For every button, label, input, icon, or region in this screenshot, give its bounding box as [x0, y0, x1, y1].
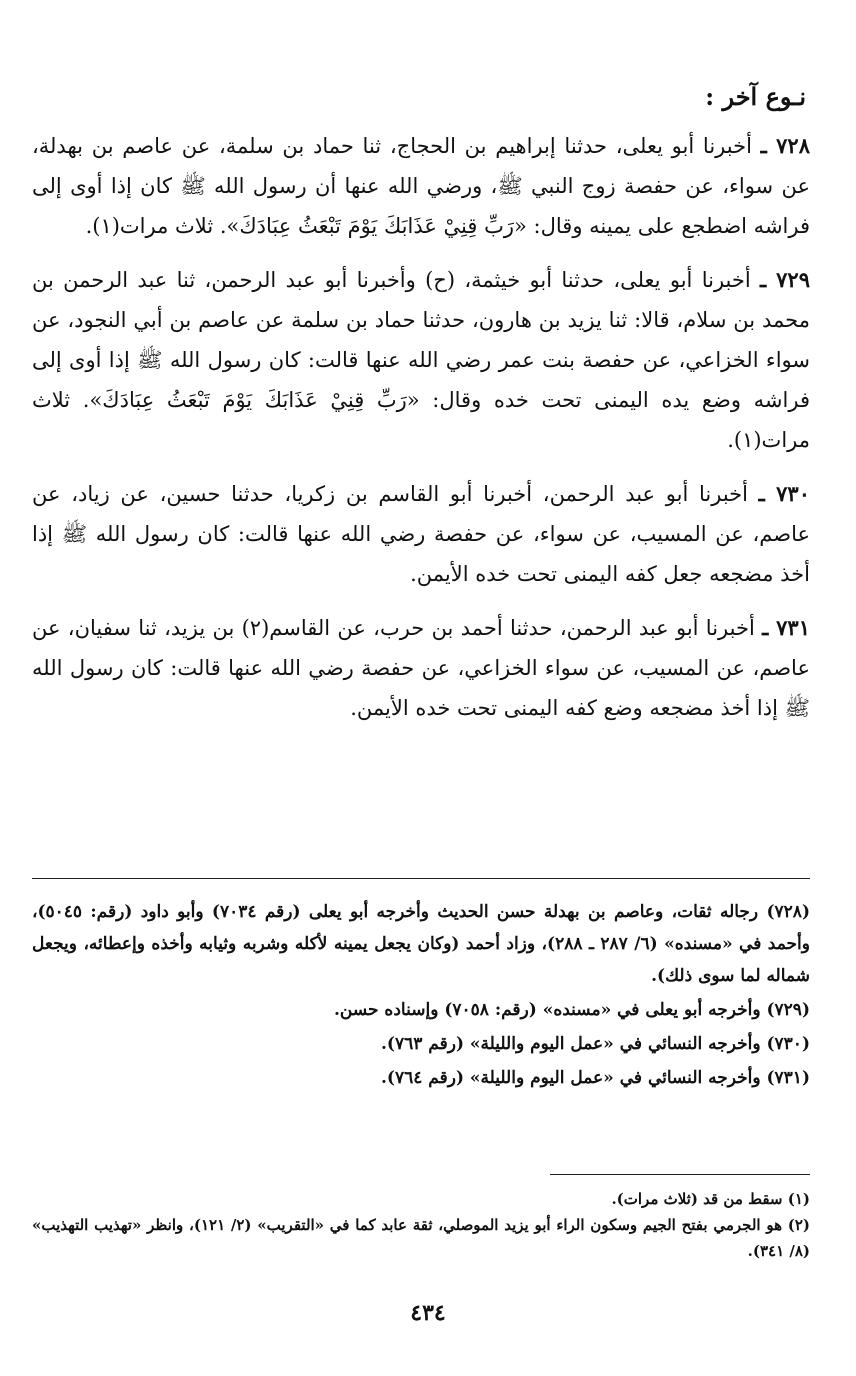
hadith-number: ٧٢٩ ـ: [760, 267, 810, 292]
hadith-number: ٧٣٠ ـ: [758, 481, 810, 506]
takhrij-notes: [32, 896, 810, 1096]
main-text: [32, 80, 810, 742]
hadith-728: [32, 126, 810, 246]
hadith-731: [32, 608, 810, 728]
hadith-text: أخبرنا أبو يعلى، حدثنا إبراهيم بن الحجاج، ثنا حماد بن سلمة، عن عاصم بن بهدلة، عن سواء، عن حفصة زوج النبي ﷺ، ورضي الله عنها أن رسول الله ﷺ كان إذا أوى إلى فراشه اضطجع على يمينه وقال: «رَبِّ قِنِيْ عَذَابَكَ يَوْمَ تَبْعَثُ عِبَادَكَ». ثلاث مرات(١).: [32, 134, 810, 238]
hadith-text: أخبرنا أبو يعلى، حدثنا أبو خيثمة، (ح) وأخبرنا أبو عبد الرحمن، ثنا عبد الرحمن بن محمد بن سلام، قالا: ثنا يزيد بن هارون، حدثنا حماد بن سلمة عن عاصم بن أبي النجود، عن سواء الخزاعي، عن حفصة بنت عمر رضي الله عنها قالت: كان رسول الله ﷺ إذا أوى إلى فراشه وضع يده اليمنى تحت خده وقال: «رَبِّ قِنِيْ عَذَابَكَ يَوْمَ تَبْعَثُ عِبَادَكَ». ثلاث مرات(١).: [32, 268, 810, 452]
note-731: (٧٣١) وأخرجه النسائي في «عمل اليوم والليلة» (رقم ٧٦٤).: [381, 1068, 810, 1088]
note-728: (٧٢٨) رجاله ثقات، وعاصم بن بهدلة حسن الحديث وأخرجه أبو يعلى (رقم ٧٠٣٤) وأبو داود (رقم: ٥٠٤٥)، وأحمد في «مسنده» (٦/ ٢٨٧ ـ ٢٨٨)، وزاد أحمد (وكان يجعل يمينه لأكله وشربه وثيابه وأخذه وإعطائه، ويجعل شماله لما سوى ذلك).: [32, 902, 810, 986]
hadith-text: أخبرنا أبو عبد الرحمن، أخبرنا أبو القاسم بن زكريا، حدثنا حسين، عن زياد، عن عاصم، عن المسيب، عن سواء، عن حفصة رضي الله عنها قالت: كان رسول الله ﷺ إذا أخذ مضجعه جعل كفه اليمنى تحت خده الأيمن.: [32, 482, 810, 586]
hadith-729: [32, 260, 810, 460]
footnotes: [32, 1186, 810, 1264]
footnote-2: (٢) هو الجرمي بفتح الجيم وسكون الراء أبو يزيد الموصلي، ثقة عابد كما في «التقريب» (٢/ ١٢١)، وانظر «تهذيب التهذيب» (٨/ ٣٤١).: [32, 1216, 810, 1260]
note-730: (٧٣٠) وأخرجه النسائي في «عمل اليوم والليلة» (رقم ٧٦٣).: [381, 1034, 810, 1054]
hadith-number: ٧٣١ ـ: [762, 615, 810, 640]
page-number: ٤٣٤: [410, 1300, 446, 1326]
section-heading: نـوع آخر :: [705, 82, 806, 111]
hadith-730: [32, 474, 810, 594]
notes-divider: [32, 878, 810, 879]
hadith-text: أخبرنا أبو عبد الرحمن، حدثنا أحمد بن حرب، عن القاسم(٢) بن يزيد، ثنا سفيان، عن عاصم، عن المسيب، عن سواء الخزاعي، عن حفصة رضي الله عنها قالت: كان رسول الله ﷺ إذا أخذ مضجعه وضع كفه اليمنى تحت خده الأيمن.: [32, 616, 810, 720]
note-729: (٧٢٩) وأخرجه أبو يعلى في «مسنده» (رقم: ٧٠٥٨) وإسناده حسن.: [333, 1000, 810, 1020]
footnote-1: (١) سقط من قد (ثلاث مرات).: [611, 1190, 810, 1208]
hadith-number: ٧٢٨ ـ: [760, 133, 810, 158]
footnote-divider: [550, 1174, 810, 1175]
